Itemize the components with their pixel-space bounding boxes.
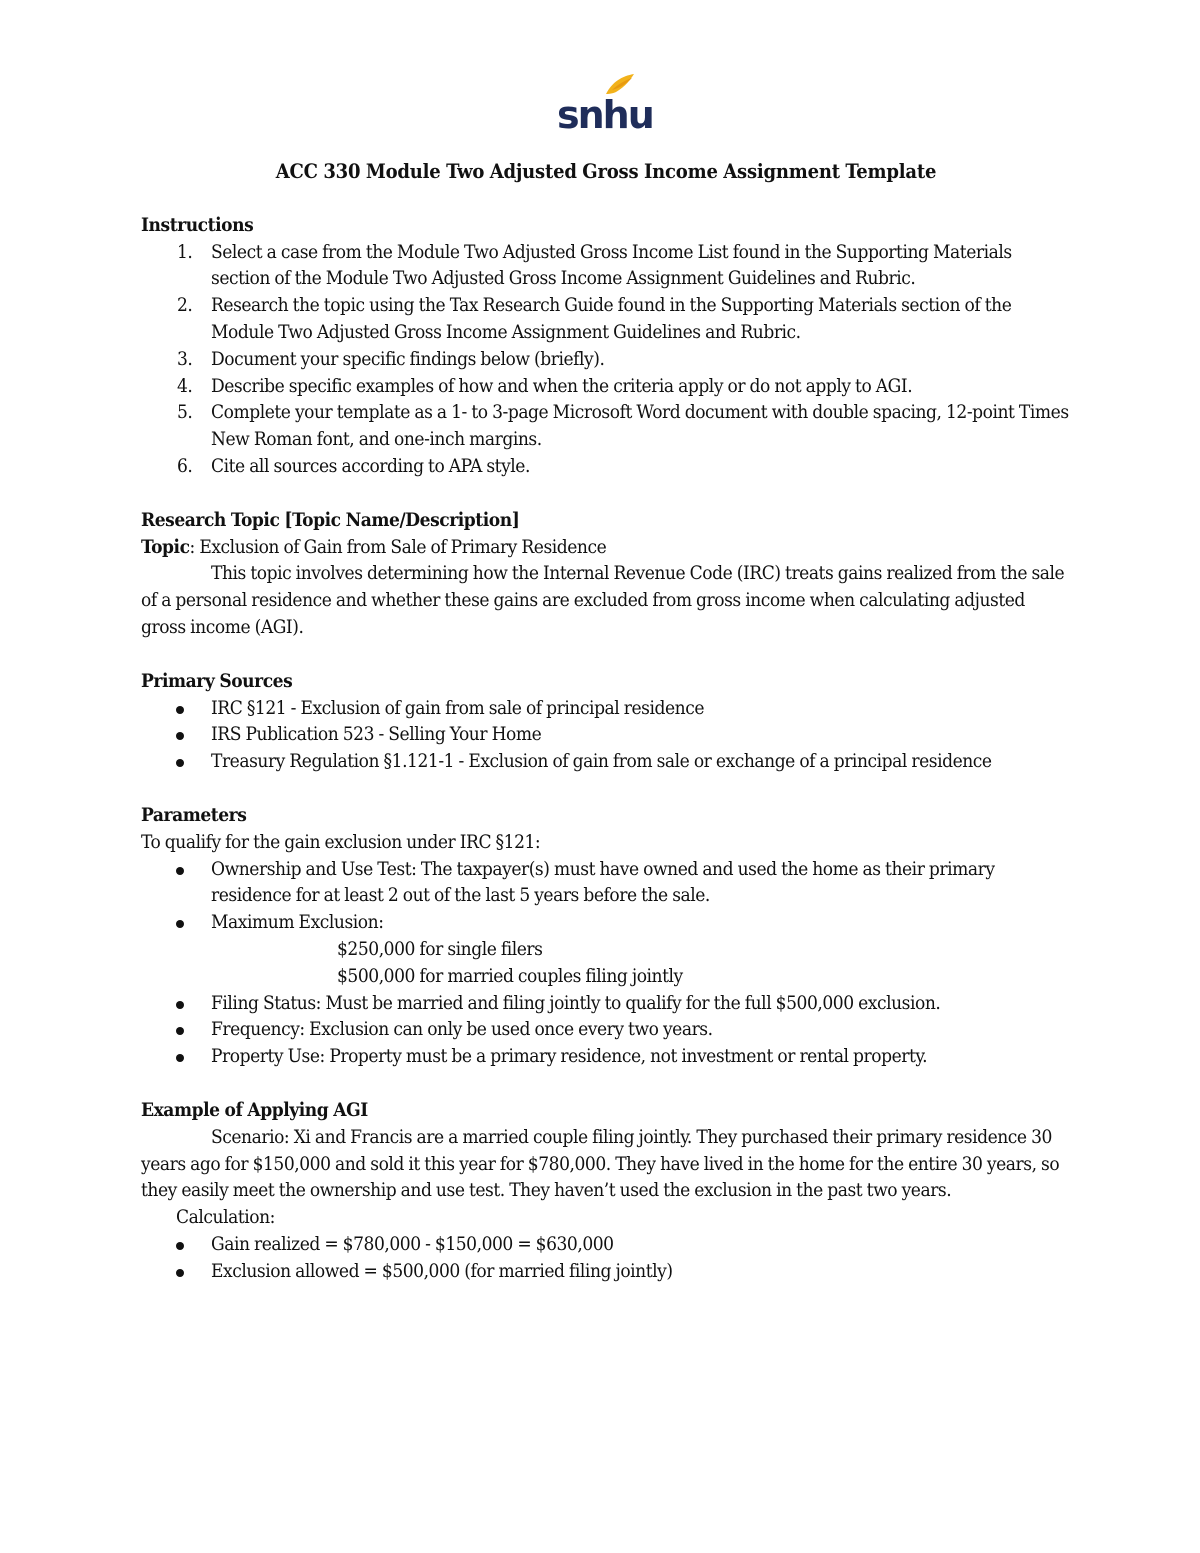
list-number: 6.	[177, 454, 193, 477]
list-item-text: Exclusion allowed = $500,000 (for married filing jointly)	[211, 1259, 673, 1282]
topic-line	[141, 534, 1071, 561]
topic-label: Topic	[141, 535, 190, 558]
calculation-label: Calculation:	[176, 1206, 275, 1229]
instructions-list	[141, 239, 1071, 480]
list-item	[141, 292, 1071, 346]
list-item-text: Maximum Exclusion:	[211, 911, 384, 934]
bullet-icon	[176, 706, 184, 714]
list-item	[141, 695, 1071, 722]
bullet-icon	[176, 920, 184, 928]
list-item	[141, 239, 1071, 293]
example-heading: Example of Applying AGI	[141, 1098, 368, 1121]
list-item	[141, 373, 1071, 400]
research-topic-heading: Research Topic [Topic Name/Description]	[141, 508, 520, 531]
list-item	[141, 1043, 1071, 1070]
primary-sources-heading: Primary Sources	[141, 669, 293, 692]
parameters-heading: Parameters	[141, 803, 247, 826]
bullet-icon	[176, 1001, 184, 1009]
instructions-heading: Instructions	[141, 213, 254, 236]
list-number: 4.	[177, 374, 193, 397]
list-item	[141, 346, 1071, 373]
list-item	[141, 909, 1071, 989]
topic-value: : Exclusion of Gain from Sale of Primary Residence	[189, 535, 607, 558]
list-item-text: Frequency: Exclusion can only be used once every two years.	[211, 1018, 713, 1041]
list-item	[141, 399, 1071, 453]
svg-text:snhu: snhu	[557, 93, 653, 137]
list-item-text: Document your specific findings below (briefly).	[211, 347, 605, 370]
example-scenario: Scenario: Xi and Francis are a married couple filing jointly. They purchased their primary residence 30 years ago for $150,000 and sold it this year for $780,000. They have lived in the home for the entire 30 years, so they easily meet the ownership and use test. They haven’t used the exclusion in the past two years.	[141, 1125, 1060, 1202]
list-item-text: IRC §121 - Exclusion of gain from sale of principal residence	[211, 696, 705, 719]
bullet-icon	[176, 867, 184, 875]
bullet-icon	[176, 1054, 184, 1062]
max-exclusion-married: $500,000 for married couples filing jointly	[337, 964, 683, 987]
list-number: 3.	[177, 347, 193, 370]
list-item	[141, 1231, 1071, 1258]
list-item-text: Property Use: Property must be a primary residence, not investment or rental property.	[211, 1045, 928, 1068]
list-item	[141, 990, 1071, 1017]
document-body	[141, 158, 1071, 1284]
bullet-icon	[176, 1027, 184, 1035]
list-item-text: Research the topic using the Tax Research Guide found in the Supporting Materials section of the Module Two Adjusted Gross Income Assignment Guidelines and Rubric.	[211, 294, 1012, 343]
list-item-text: Select a case from the Module Two Adjusted Gross Income List found in the Supporting Materials section of the Module Two Adjusted Gross Income Assignment Guidelines and Rubric.	[211, 240, 1012, 290]
list-item-text: Ownership and Use Test: The taxpayer(s) must have owned and used the home as their primary residence for at least 2 out of the last 5 years before the sale.	[211, 857, 995, 907]
parameters-list	[141, 856, 1071, 1070]
parameters-intro: To qualify for the gain exclusion under IRC §121:	[141, 830, 541, 853]
list-item	[141, 1258, 1071, 1285]
max-exclusion-single: $250,000 for single filers	[337, 937, 543, 960]
calculation-list	[141, 1231, 1071, 1285]
list-item	[141, 1016, 1071, 1043]
snhu-logo	[556, 72, 653, 137]
bullet-icon	[176, 732, 184, 740]
list-item-text: Treasury Regulation §1.121-1 - Exclusion of gain from sale or exchange of a principal residence	[211, 750, 992, 773]
list-number: 5.	[177, 401, 193, 424]
bullet-icon	[176, 1242, 184, 1250]
snhu-flame-logo-icon	[556, 72, 653, 137]
page-title: ACC 330 Module Two Adjusted Gross Income Assignment Template	[275, 159, 937, 183]
list-item-text: IRS Publication 523 - Selling Your Home	[211, 723, 542, 746]
list-number: 2.	[177, 294, 193, 317]
list-item	[141, 453, 1071, 480]
primary-sources-list	[141, 695, 1071, 775]
topic-description: This topic involves determining how the Internal Revenue Code (IRC) treats gains realized from the sale of a personal residence and whether these gains are excluded from gross income when calculating adjusted gross income (AGI).	[141, 562, 1065, 638]
bullet-icon	[176, 1269, 184, 1277]
list-item-text: Describe specific examples of how and when the criteria apply or do not apply to AGI.	[211, 374, 913, 397]
list-item	[141, 856, 1071, 910]
bullet-icon	[176, 759, 184, 767]
list-item-text: Complete your template as a 1- to 3-page Microsoft Word document with double spacing, 12-point Times New Roman font, and one-inch margins.	[211, 401, 1069, 451]
list-item-text: Gain realized = $780,000 - $150,000 = $630,000	[211, 1232, 614, 1255]
list-number: 1.	[177, 240, 193, 263]
list-item-text: Filing Status: Must be married and filing jointly to qualify for the full $500,000 exclusion.	[211, 991, 941, 1014]
list-item-text: Cite all sources according to APA style.	[211, 454, 530, 477]
list-item	[141, 748, 1071, 775]
list-item	[141, 721, 1071, 748]
